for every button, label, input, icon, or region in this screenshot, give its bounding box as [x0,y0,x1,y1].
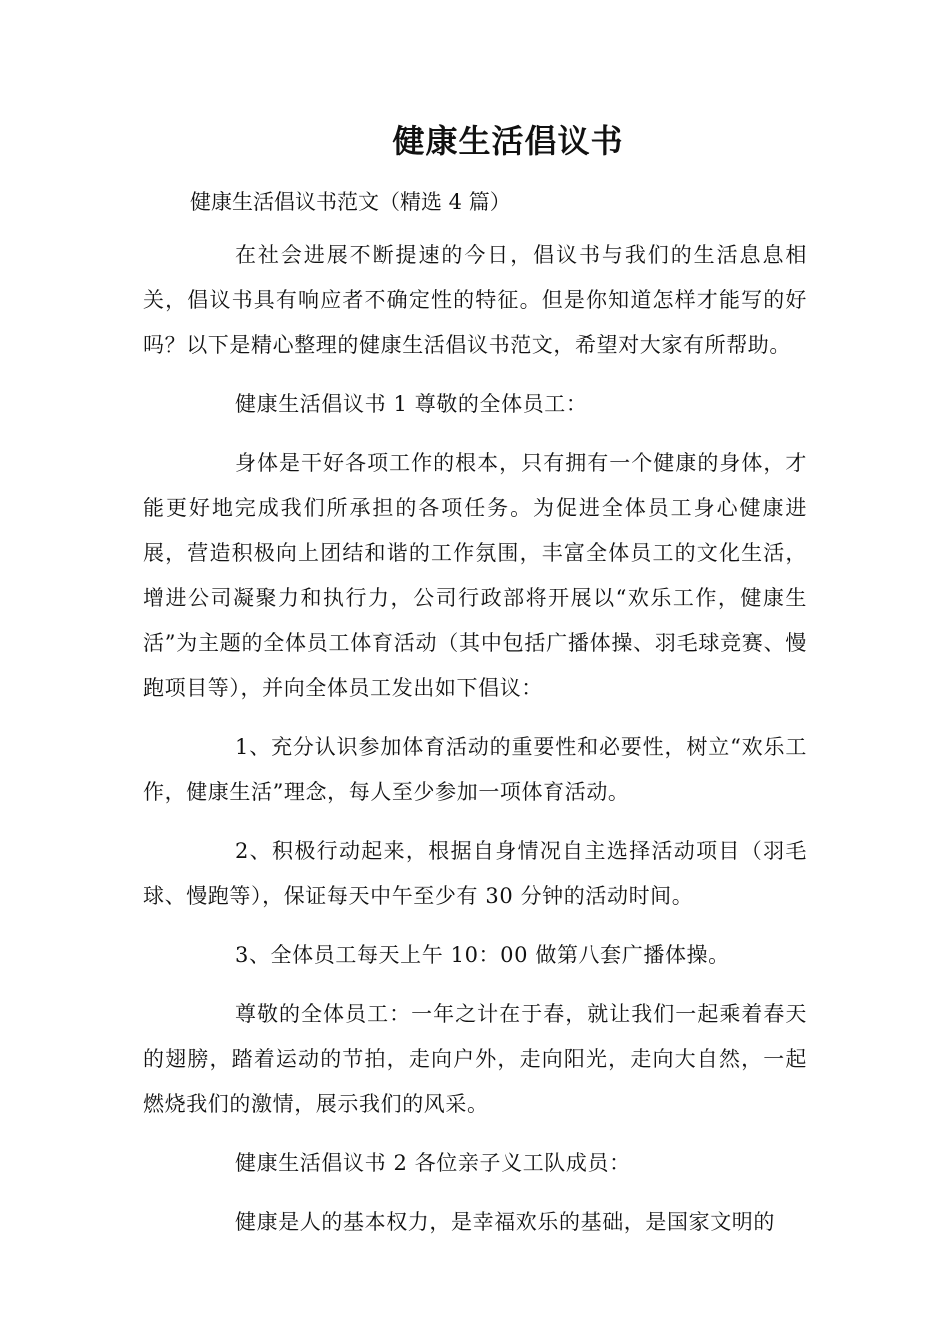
paragraph-heading-2: 健康生活倡议书 2 各位亲子义工队成员： [235,1151,631,1175]
paragraph-item-1: 1、充分认识参加体育活动的重要性和必要性，树立“欢乐工作，健康生活”理念，每人至少参加一项体育活动。 [143,735,807,804]
document-title: 健康生活倡议书 [392,122,624,160]
paragraph-body: 身体是干好各项工作的根本，只有拥有一个健康的身体，才能更好地完成我们所承担的各项任务。为促进全体员工身心健康进展，营造积极向上团结和谐的工作氛围，丰富全体员工的文化生活，增进公司凝聚力和执行力，公司行政部将开展以“欢乐工作，健康生活”为主题的全体员工体育活动（其中包括广播体操、羽毛球竞赛、慢跑项目等），并向全体员工发出如下倡议： [143,451,807,700]
paragraph-intro: 在社会进展不断提速的今日，倡议书与我们的生活息息相关，倡议书具有响应者不确定性的特征。但是你知道怎样才能写的好吗？以下是精心整理的健康生活倡议书范文，希望对大家有所帮助。 [143,243,807,357]
paragraph-body-2: 健康是人的基本权力，是幸福欢乐的基础，是国家文明的 [235,1210,775,1234]
paragraph-item-2: 2、积极行动起来，根据自身情况自主选择活动项目（羽毛球、慢跑等），保证每天中午至少有 30 分钟的活动时间。 [143,839,807,908]
document-body [143,233,807,1259]
paragraph-heading-1: 健康生活倡议书 1 尊敬的全体员工： [235,392,588,416]
paragraph-item-3: 3、全体员工每天上午 10：00 做第八套广播体操。 [235,943,730,967]
document-subtitle: 健康生活倡议书范文（精选 4 篇） [190,190,511,214]
paragraph-closing: 尊敬的全体员工：一年之计在于春，就让我们一起乘着春天的翅膀，踏着运动的节拍，走向户外，走向阳光，走向大自然，一起燃烧我们的激情，展示我们的风采。 [143,1002,807,1116]
